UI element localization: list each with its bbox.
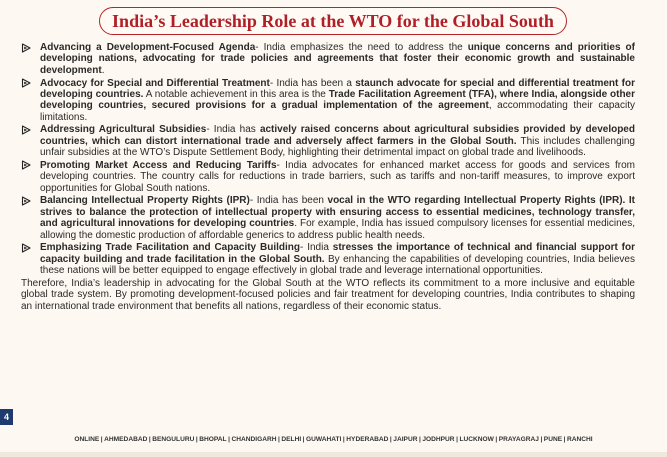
footer-band — [0, 452, 667, 457]
footer-separator: | — [495, 436, 498, 443]
bullet-text: This includes challenging unfair subsidies at the WTO’s Dispute Settlement Body, highlighting their detrimental impact on global trade and livelihoods. — [40, 135, 635, 159]
bullet-text: By enhancing the capabilities of developing countries, India believes these nations will be better equipped to engage effectively in global trade and leverage international opportunities. — [40, 253, 635, 277]
bullet-text: - India advocates for enhanced market access for goods and services from developing countries. The country calls for reductions in trade barriers, such as tariffs and non-tariff measures, to improve export opportunities for Global South nations. — [40, 159, 635, 194]
page-number-badge: 4 — [0, 409, 13, 425]
footer-separator: | — [389, 436, 392, 443]
footer-city: AHMEDABAD — [104, 436, 148, 443]
footer-city: RANCHI — [566, 436, 593, 443]
play-arrow-icon — [21, 78, 31, 88]
bullet-heading: Emphasizing Trade Facilitation and Capacity Building — [40, 242, 300, 254]
footer-separator: | — [302, 436, 305, 443]
bullet-text: A notable achievement in this area is the — [143, 88, 329, 100]
footer-cities — [0, 436, 667, 443]
footer-city: HYDERABAD — [346, 436, 389, 443]
footer-city: CHANDIGARH — [231, 436, 277, 443]
bullet-text: . For example, India has issued compulsory licenses for essential medicines, allowing the domestic production of affordable generics to address public health needs. — [40, 218, 635, 241]
play-arrow-icon — [21, 160, 31, 170]
footer-separator: | — [228, 436, 230, 443]
footer-separator: | — [418, 436, 421, 443]
bullet-heading: Promoting Market Access and Reducing Tariffs — [40, 159, 277, 171]
bullet-text: . — [101, 64, 105, 76]
footer-separator: | — [342, 436, 345, 443]
bullet-list — [21, 42, 635, 277]
bullet-heading: Addressing Agricultural Subsidies — [40, 124, 207, 136]
footer-city: LUCKNOW — [459, 436, 494, 443]
footer-city: JODHPUR — [422, 436, 455, 443]
footer-separator: | — [195, 436, 198, 443]
bullet-item — [21, 160, 635, 194]
footer-city: JAIPUR — [393, 436, 418, 443]
play-arrow-icon — [21, 125, 31, 135]
bullet-emphasis: unique concerns and priorities of developing nations, advocating for trade policies and agreements that foster their economic growth and sustainable development — [40, 42, 635, 76]
play-arrow-icon — [21, 196, 31, 206]
bullet-item — [21, 195, 635, 241]
play-arrow-icon — [21, 243, 31, 253]
footer-city: BENGULURU — [152, 436, 195, 443]
footer-separator: | — [100, 436, 103, 443]
bullet-text: , accommodating their capacity limitations. — [40, 100, 635, 123]
footer-separator: | — [563, 436, 566, 443]
bullet-heading: Advancing a Development-Focused Agenda — [40, 42, 256, 53]
bullet-item — [21, 78, 635, 124]
footer-city: GUWAHATI — [306, 436, 342, 443]
bullet-emphasis: staunch advocate for special and differential treatment for developing countries. — [40, 77, 635, 100]
main-content — [21, 42, 635, 312]
footer-separator: | — [148, 436, 151, 443]
bullet-item — [21, 242, 635, 276]
footer-city: PUNE — [543, 436, 563, 443]
page-title: India’s Leadership Role at the WTO for the Global South — [112, 10, 554, 31]
bullet-emphasis: vocal in the WTO regarding Intellectual Property Rights (IPR). It strives to balance the protection of intellectual property with ensuring access to essential medicines, technology transfer, and agricultural innovations for developing countries — [40, 195, 636, 230]
footer-city: PRAYAGRAJ — [498, 436, 539, 443]
footer-city: DELHI — [281, 436, 302, 443]
bullet-item — [21, 42, 635, 76]
footer-city: ONLINE — [74, 436, 100, 443]
title-banner — [99, 7, 567, 35]
bullet-heading: Advocacy for Special and Differential Treatment — [40, 77, 270, 89]
bullet-text: - India has — [206, 124, 260, 136]
bullet-text: - India — [300, 242, 333, 254]
bullet-emphasis: actively raised concerns about agricultural subsidies provided by developed countries, which can distort international trade and adversely affect farmers in the Global South. — [40, 124, 635, 147]
footer-city: BHOPAL — [199, 436, 227, 443]
bullet-text: - India has been — [249, 195, 328, 207]
bullet-text: - India emphasizes the need to address the — [255, 42, 468, 53]
bullet-emphasis: stresses the importance of technical and financial support for capacity building and trade facilitation in the Global South. — [40, 242, 635, 265]
footer-separator: | — [456, 436, 458, 443]
footer-separator: | — [278, 436, 280, 443]
conclusion-paragraph: Therefore, India’s leadership in advocating for the Global South at the WTO reflects its commitment to a more inclusive and equitable global trade system. By promoting development-focused policies and fair treatment for developing countries, India contributes to shaping an international trade environment that benefits all nations, regardless of their economic status. — [21, 277, 635, 312]
bullet-emphasis: Trade Facilitation Agreement (TFA), where India, alongside other developing countries, secured provisions for a gradual implementation of the agreement — [40, 88, 636, 112]
bullet-heading: Balancing Intellectual Property Rights (IPR) — [40, 195, 250, 207]
bullet-item — [21, 124, 635, 158]
play-arrow-icon — [21, 43, 31, 53]
bullet-text: - India has been a — [269, 77, 356, 89]
footer-separator: | — [540, 436, 543, 443]
